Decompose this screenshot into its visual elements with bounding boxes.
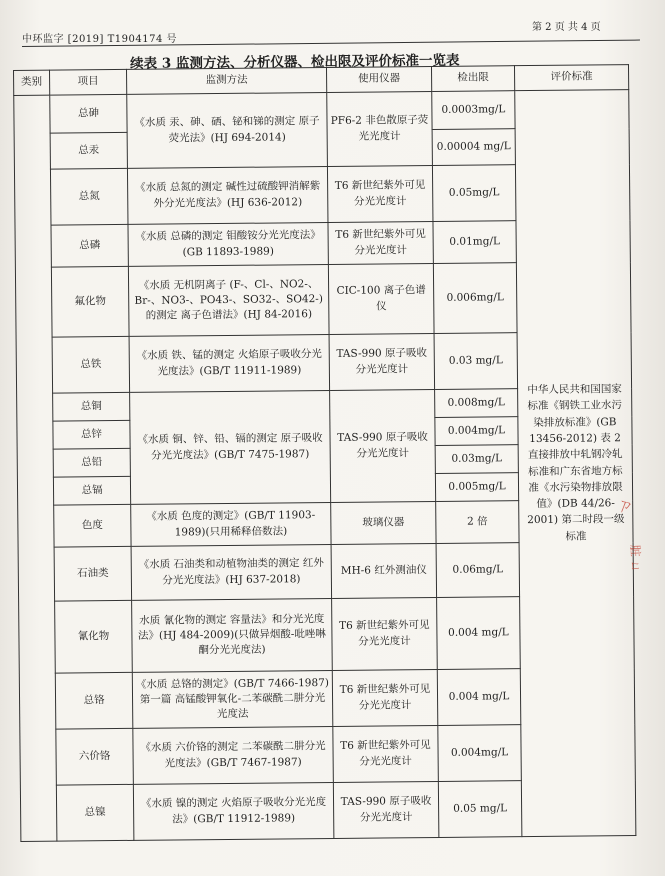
method-cell: 《水质 色度的测定》(GB/T 11903-1989)(只用稀释倍数法) <box>131 502 331 546</box>
limit-cell: 2 倍 <box>436 501 519 544</box>
limit-cell: 0.006mg/L <box>433 263 517 334</box>
item-cell: 总镍 <box>56 784 134 841</box>
limit-cell: 0.004mg/L <box>435 417 518 446</box>
item-cell: 总磷 <box>51 224 128 267</box>
item-cell: 总铅 <box>53 448 130 477</box>
col-header-limit: 检出限 <box>431 66 514 92</box>
item-cell: 总铜 <box>53 392 130 421</box>
limit-cell: 0.00004 mg/L <box>432 129 515 166</box>
instrument-cell: 玻璃仪器 <box>331 501 436 544</box>
margin-stamp-mark: ㄗ <box>612 493 637 520</box>
table-title: 续表 3 监测方法、分析仪器、检出限及评价标准一览表 <box>130 52 460 72</box>
report-number: 中环监字 [2019] T1904174 号 <box>22 34 177 45</box>
col-header-category: 类别 <box>14 70 50 95</box>
item-cell: 总汞 <box>50 132 127 169</box>
method-cell: 《水质 石油类和动植物油类的测定 红外分光光度法》(HJ 637-2018) <box>131 544 332 600</box>
limit-cell: 0.004mg/L <box>438 725 522 782</box>
instrument-cell: TAS-990 原子吸收分光光度计 <box>333 781 439 838</box>
method-cell: 《水质 铁、锰的测定 火焰原子吸收分光光度法》(GB/T 11911-1989) <box>129 334 330 392</box>
instrument-cell: MH-6 红外测油仪 <box>331 543 437 598</box>
col-header-item: 项目 <box>50 69 127 95</box>
method-cell: 《水质 无机阴离子 (F-、Cl-、NO2-、Br-、NO3-、PO43-、SO32-、SO42-) 的测定 离子色谱法》(HJ 84-2016) <box>128 264 329 336</box>
item-cell: 氰化物 <box>55 600 133 673</box>
method-cell: 《水质 汞、砷、硒、铋和锑的测定 原子荧光法》(HJ 694-2014) <box>127 92 328 168</box>
item-cell: 总铁 <box>52 336 130 393</box>
instrument-cell: T6 新世纪紫外可见分光光度计 <box>328 221 433 264</box>
col-header-standard: 评价标准 <box>514 65 628 91</box>
item-cell: 氟化物 <box>51 266 129 337</box>
method-cell: 《水质 总氮的测定 碱性过硫酸钾消解紫外分光光度法》(HJ 636-2012) <box>127 166 328 224</box>
limit-cell: 0.01mg/L <box>433 221 516 264</box>
limit-cell: 0.005mg/L <box>435 473 518 502</box>
limit-cell: 0.0003mg/L <box>432 91 515 130</box>
instrument-cell: TAS-990 原子吸收分光光度计 <box>329 333 435 390</box>
item-cell: 总砷 <box>50 94 127 133</box>
col-header-instrument: 使用仪器 <box>326 66 431 92</box>
item-cell: 总铬 <box>55 672 133 729</box>
limit-cell: 0.03mg/L <box>435 445 518 474</box>
col-header-method: 监测方法 <box>126 67 326 94</box>
instrument-cell: T6 新世纪紫外可见分光光度计 <box>332 669 438 726</box>
item-cell: 总镉 <box>53 476 130 505</box>
standard-cell: 中华人民共和国国家标准《钢铁工业水污染排放标准》(GB 13456-2012) 表 2 直接排放中轧钢冷轧标准和广东省地方标准《水污染物排放限值》(DB 44/26-2001) 第二时段一级标准 <box>515 90 636 837</box>
instrument-cell: CIC-100 离子色谱仪 <box>328 263 434 334</box>
limit-cell: 0.004 mg/L <box>437 669 521 726</box>
methods-table <box>13 64 636 842</box>
item-cell: 总锌 <box>53 420 130 449</box>
item-cell: 六价铬 <box>56 728 134 785</box>
page-number: 第 2 页 共 4 页 <box>532 22 601 33</box>
limit-cell: 0.004 mg/L <box>437 597 521 670</box>
item-cell: 色度 <box>54 504 131 547</box>
limit-cell: 0.05 mg/L <box>438 781 522 838</box>
instrument-cell: T6 新世纪紫外可见分光光度计 <box>327 165 433 222</box>
instrument-cell: T6 新世纪紫外可见分光光度计 <box>332 597 438 670</box>
item-cell: 总氮 <box>50 168 128 225</box>
method-cell: 《水质 铜、锌、铅、镉的测定 原子吸收分光光度法》(GB/T 7475-1987) <box>130 390 331 504</box>
table-row <box>14 90 629 134</box>
limit-cell: 0.03 mg/L <box>434 333 518 390</box>
instrument-cell: TAS-990 原子吸收分光光度计 <box>330 389 436 502</box>
limit-cell: 0.008mg/L <box>435 389 518 418</box>
limit-cell: 0.05mg/L <box>432 165 516 222</box>
method-cell: 《水质 总磷的测定 钼酸铵分光光度法》(GB 11893-1989) <box>128 222 328 266</box>
method-cell: 《水质 总铬的测定》(GB/T 7466-1987) 第一篇 高锰酸钾氧化-二苯碳酰二肼分光光度法 <box>132 670 333 728</box>
item-cell: 石油类 <box>54 546 132 601</box>
instrument-cell: T6 新世纪紫外可见分光光度计 <box>333 725 439 782</box>
margin-stamp-mark: 脏 ㄩ <box>627 544 643 573</box>
instrument-cell: PF6-2 非色散原子荧光光度计 <box>327 91 433 166</box>
method-cell: 《水质 镍的测定 火焰原子吸收分光光度法》(GB/T 11912-1989) <box>133 782 334 840</box>
method-cell: 《水质 六价铬的测定 二苯碳酰二肼分光光度法》(GB/T 7467-1987) <box>133 726 334 784</box>
limit-cell: 0.06mg/L <box>436 543 520 598</box>
table-wrapper <box>13 64 636 842</box>
method-cell: 水质 氰化物的测定 容量法》和分光光度法》(HJ 484-2009)(只做异烟酸-吡唑啉酮分光光度法) <box>132 598 333 672</box>
